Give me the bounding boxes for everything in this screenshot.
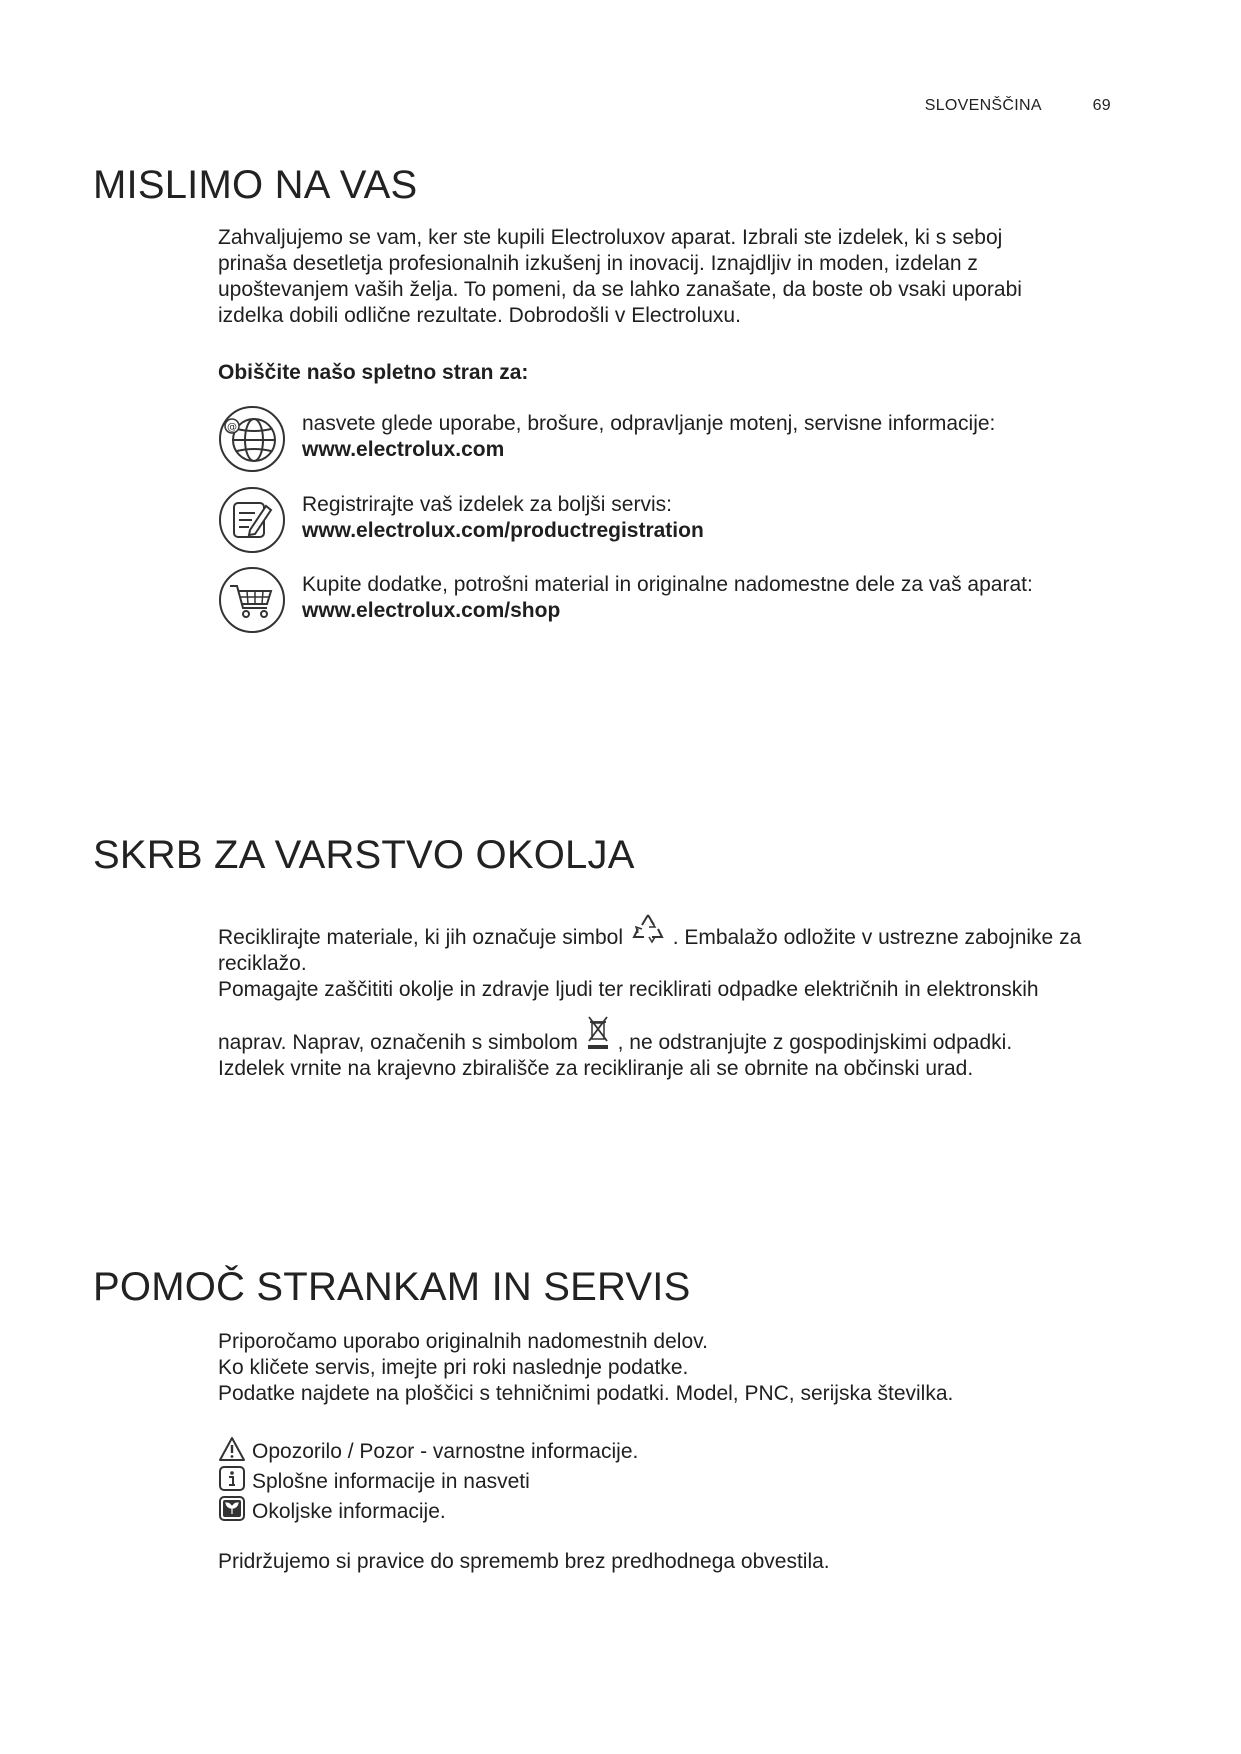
section-title-thinking-of-you: MISLIMO NA VAS [93, 163, 418, 207]
intro-paragraph [218, 225, 1118, 329]
weee-text-before: naprav. Naprav, označenih s simbolom [218, 1031, 578, 1054]
link-text-shop [302, 572, 1033, 624]
registration-icon [218, 486, 286, 554]
service-paragraph [218, 1329, 1118, 1407]
page-header [925, 97, 1111, 115]
section-title-environment: SKRB ZA VARSTVO OKOLJA [93, 833, 635, 877]
svg-text:@: @ [227, 422, 237, 433]
registration-link[interactable]: www.electrolux.com/productregistration [302, 519, 704, 542]
recycle-text-before: Reciklirajte materiale, ki jih označuje simbol [218, 926, 623, 949]
intro-line: Zahvaljujemo se vam, ker ste kupili Electroluxov aparat. Izbrali ste izdelek, ki s seboj [218, 226, 1003, 249]
environment-line [218, 912, 1118, 951]
recycle-text-after: . Embalažo odložite v ustrezne zabojnike za [672, 926, 1082, 949]
environment-icon [218, 1496, 246, 1522]
environment-line: Pomagajte zaščititi okolje in zdravje ljudi ter reciklirati odpadke električnih in elektronskih [218, 978, 1039, 1001]
intro-line: prinaša desetletja profesionalnih izkušenj in inovacij. Iznajdljiv in moden, izdelan z [218, 252, 978, 275]
link-row-support [218, 405, 1118, 477]
intro-line: izdelka dobili odlične rezultate. Dobrodošli v Electroluxu. [218, 304, 741, 327]
environment-line: Izdelek vrnite na krajevno zbirališče za recikliranje ali se obrnite na občinski urad. [218, 1057, 974, 1080]
legend-warning [218, 1436, 638, 1465]
globe-icon [218, 405, 286, 473]
crossed-bin-icon [586, 1015, 610, 1051]
recycle-icon [631, 912, 665, 946]
section-title-customer-service: POMOČ STRANKAM IN SERVIS [93, 1265, 691, 1309]
service-line: Ko kličete servis, imejte pri roki naslednje podatke. [218, 1356, 689, 1379]
info-icon [218, 1466, 246, 1492]
warning-icon [218, 1436, 246, 1462]
language-label: SLOVENŠČINA [924, 97, 1042, 114]
weee-text-after: , ne odstranjujte z gospodinjskimi odpadki. [617, 1031, 1013, 1054]
environment-line [218, 1015, 1118, 1056]
service-line: Podatke najdete na ploščici s tehničnimi podatki. Model, PNC, serijska številka. [218, 1382, 954, 1405]
link-row-registration [218, 486, 1118, 558]
environment-line: reciklažo. [218, 952, 307, 975]
link-description: Kupite dodatke, potrošni material in originalne nadomestne dele za vaš aparat: [302, 573, 1033, 596]
link-text-registration [302, 492, 704, 544]
legend-environment [218, 1496, 446, 1525]
link-text-support [302, 411, 995, 463]
link-description: nasvete glede uporabe, brošure, odpravljanje motenj, servisne informacije: [302, 412, 996, 435]
shop-link[interactable]: www.electrolux.com/shop [302, 599, 561, 622]
legend-info [218, 1466, 530, 1495]
shopping-cart-icon [218, 566, 286, 634]
legend-text: Okoljske informacije. [252, 1500, 446, 1523]
link-description: Registrirajte vaš izdelek za boljši servis: [302, 493, 672, 516]
page-number: 69 [1092, 97, 1111, 114]
link-row-shop [218, 566, 1118, 638]
website-link[interactable]: www.electrolux.com [302, 438, 505, 461]
legend-text: Splošne informacije in nasveti [252, 1470, 530, 1493]
footer-note: Pridržujemo si pravice do sprememb brez predhodnega obvestila. [218, 1550, 830, 1573]
visit-website-label: Obiščite našo spletno stran za: [218, 361, 529, 384]
environment-paragraph [218, 912, 1118, 1082]
legend-text: Opozorilo / Pozor - varnostne informacije. [252, 1440, 639, 1463]
service-line: Priporočamo uporabo originalnih nadomestnih delov. [218, 1330, 708, 1353]
intro-line: upoštevanjem vaših želja. To pomeni, da se lahko zanašate, da boste ob vsaki uporabi [218, 278, 1022, 301]
